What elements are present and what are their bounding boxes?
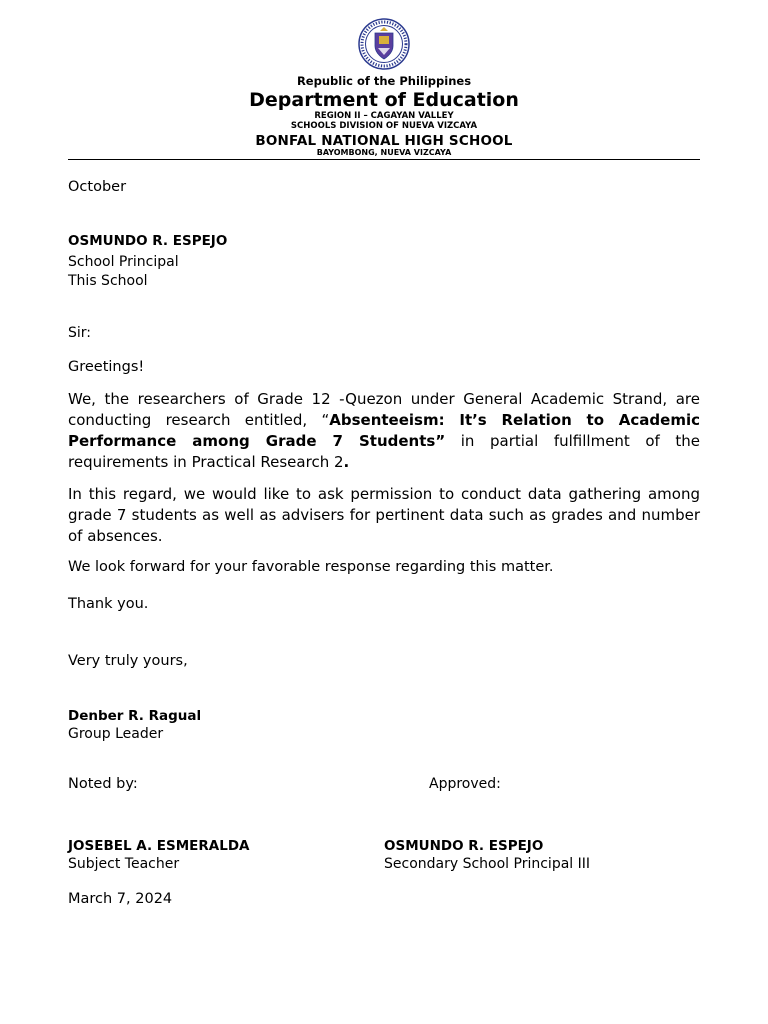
recipient-org: This School [68, 273, 148, 289]
greeting: Greetings! [68, 359, 145, 375]
complimentary-close: Very truly yours, [68, 653, 188, 669]
sender-name: Denber R. Ragual [68, 708, 202, 724]
noted-by-label: Noted by: [68, 776, 138, 792]
letterhead-region: REGION II – CAGAYAN VALLEY [314, 111, 454, 121]
letterhead-republic: Republic of the Philippines [296, 74, 472, 88]
paragraph-request-outro: in partial fulfillment of the requirements in Practical Research 2 [68, 432, 700, 471]
recipient-title: School Principal [68, 254, 179, 270]
paragraph-request-intro: We, the researchers of Grade 12 -Quezon under General Academic Strand, are conducting research entitled, “ [68, 390, 700, 429]
paragraph-permission: In this regard, we would like to ask permission to conduct data gathering among grade 7 students as well as advisers for pertinent data such as grades and number of absences. [68, 485, 700, 545]
approved-label: Approved: [429, 776, 501, 792]
research-title: Absenteeism: It’s Relation to Academic Performance among Grade 7 Students” [68, 411, 700, 450]
paragraph-closing-remark: We look forward for your favorable response regarding this matter. [68, 559, 554, 575]
date-top: October [68, 179, 127, 195]
paragraph-request-period: . [343, 453, 350, 471]
sender-title: Group Leader [68, 726, 164, 742]
deped-seal-icon [358, 18, 410, 70]
recipient-name: OSMUNDO R. ESPEJO [68, 233, 228, 249]
thanks: Thank you. [68, 596, 149, 612]
salutation: Sir: [68, 325, 92, 341]
noted-name: JOSEBEL A. ESMERALDA [68, 838, 250, 854]
approved-name: OSMUNDO R. ESPEJO [384, 838, 544, 854]
paragraph-request [68, 389, 700, 473]
letterhead-divider [68, 159, 700, 160]
letterhead-department: Department of Education [249, 89, 519, 111]
letterhead-division: SCHOOLS DIVISION OF NUEVA VIZCAYA [290, 121, 478, 131]
letterhead-address: BAYOMBONG, NUEVA VIZCAYA [316, 148, 452, 157]
letterhead-school: BONFAL NATIONAL HIGH SCHOOL [255, 133, 513, 149]
approved-title: Secondary School Principal III [384, 856, 591, 872]
noted-title: Subject Teacher [68, 856, 180, 872]
date-bottom: March 7, 2024 [68, 891, 173, 907]
